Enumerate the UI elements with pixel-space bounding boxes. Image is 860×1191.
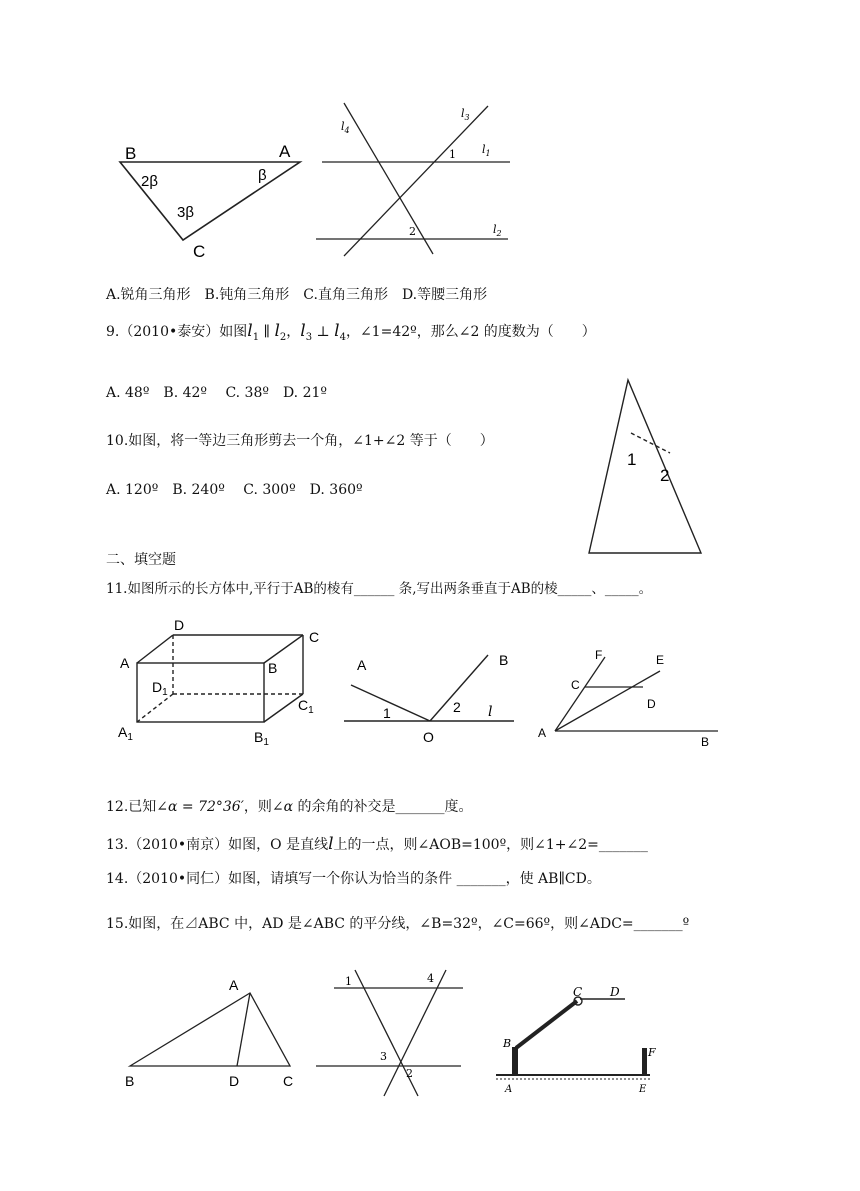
label-angle-O: O [423, 729, 434, 745]
q9-text: 9.（2010•泰安）如图$l_1$ ∥ $l_2$，$l_3$ ⊥ $l_4$，∠1=42º，那么∠2 的度数为（ ） [106, 321, 596, 343]
label-angle-1: 1 [449, 148, 456, 161]
label-angle-2: 2 [409, 225, 416, 238]
triangle-abc-figure [130, 993, 290, 1066]
label-tri-B: B [125, 1073, 135, 1089]
label-tri-A: A [229, 977, 239, 993]
label-box-C1: $C_1$ [298, 697, 314, 716]
label-box-C: C [309, 629, 320, 645]
label-l2: $l_2$ [493, 223, 502, 238]
bar-sketch-figure [496, 997, 650, 1079]
label-photo-F: F [648, 1046, 656, 1059]
q9-options: A. 48º B. 42º C. 38º D. 21º [106, 385, 327, 401]
angle-3beta: 3β [177, 204, 194, 221]
label-box-B1: $B_1$ [254, 729, 269, 748]
q10-text: 10.如图，将一等边三角形剪去一个角，∠1+∠2 等于（ ） [106, 433, 494, 449]
q13-text: 13.（2010•南京）如图，O 是直线l上的一点，则∠AOB=100º，则∠1+∠2=_______ [106, 834, 648, 854]
label-x-4: 4 [427, 972, 434, 985]
label-l3: $l_3$ [461, 107, 470, 122]
label-photo-C: C [573, 985, 583, 999]
label-par-B: B [701, 735, 710, 749]
label-cut-2: 2 [660, 466, 670, 485]
label-tri-C: C [283, 1073, 294, 1089]
label-cut-1: 1 [627, 450, 637, 469]
label-par-E: E [656, 653, 665, 667]
label-tri-D: D [229, 1073, 240, 1089]
label-box-D: D [174, 617, 185, 633]
angle-beta: β [258, 167, 267, 184]
label-x-3: 3 [380, 1050, 387, 1063]
label-B: B [125, 144, 137, 163]
label-par-C: C [571, 678, 580, 692]
label-photo-D: D [610, 985, 620, 999]
parallel-cd-figure [555, 657, 718, 731]
cut-triangle-figure [589, 380, 701, 553]
label-box-A1: $A_1$ [118, 724, 133, 743]
label-x-2: 2 [406, 1067, 413, 1080]
section-title: 二、填空题 [106, 552, 176, 568]
label-par-A: A [538, 726, 547, 740]
label-angle-1: 1 [383, 705, 391, 721]
crossing-lines-figure [316, 970, 463, 1096]
q11-text: 11.如图所示的长方体中,平行于AB的棱有______ 条,写出两条垂直于AB的棱_____、_____。 [106, 581, 653, 597]
label-box-B: B [268, 660, 278, 676]
label-angle-2: 2 [453, 699, 461, 715]
label-photo-A: A [505, 1084, 513, 1095]
label-A: A [279, 142, 291, 161]
label-angle-A: A [357, 657, 367, 673]
label-x-1: 1 [345, 975, 352, 988]
label-box-D1: $D_1$ [152, 679, 168, 698]
label-par-F: F [595, 648, 603, 662]
q15-text: 15.如图，在⊿ABC 中，AD 是∠ABC 的平分线，∠B=32º，∠C=66º，则∠ADC=_______º [106, 916, 690, 932]
label-l1: $l_1$ [482, 143, 491, 158]
q10-options: A. 120º B. 240º C. 300º D. 360º [106, 482, 363, 498]
label-photo-B: B [503, 1037, 512, 1050]
q14-text: 14.（2010•同仁）如图，请填写一个你认为恰当的条件 _______，使 AB∥CD。 [106, 871, 601, 887]
label-photo-E: E [639, 1084, 647, 1095]
label-C: C [193, 242, 206, 261]
angle-2beta: 2β [141, 173, 158, 190]
label-l4: $l_4$ [341, 120, 350, 135]
label-line-l: l [488, 704, 493, 720]
q12-text: 12.已知∠α = 72°36′，则∠α 的余角的补交是_______度。 [106, 799, 473, 815]
label-box-A: A [120, 655, 130, 671]
label-angle-B: B [499, 652, 509, 668]
q8-options: A.锐角三角形 B.钝角三角形 C.直角三角形 D.等腰三角形 [106, 287, 488, 303]
label-par-D: D [647, 697, 656, 711]
